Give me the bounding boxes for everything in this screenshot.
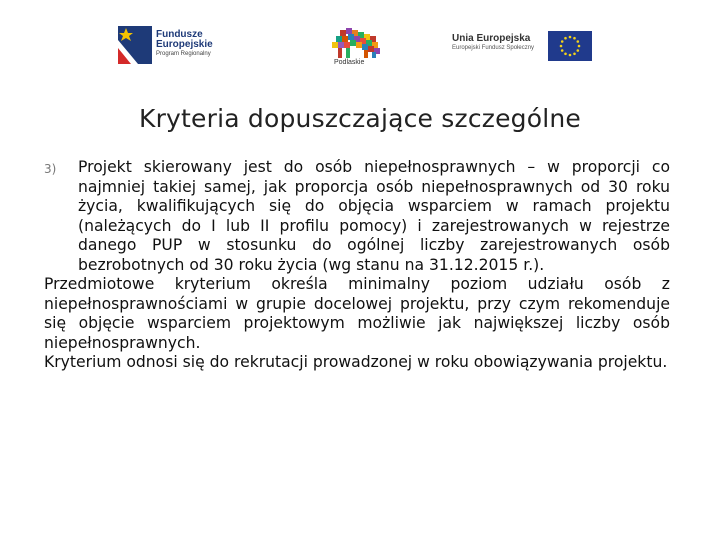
fundusze-logo-line2: Europejskie (156, 39, 213, 50)
fundusze-logo-line3: Program Regionalny (156, 51, 211, 57)
fundusze-logo-line1: Fundusze (156, 29, 203, 40)
podlaskie-logo-label: Podlaskie (334, 59, 365, 66)
criterion-text: Projekt skierowany jest do osób niepełnosprawnych – w proporcji co najmniej takiej samej, jak proporcja osób niepełnosprawnych od 30 roku życia, kwalifikujących się do objęcia wsparciem w ramach projektu (należących do I lub II profilu pomocy) i zarejestrowanych w rejestrze danego PUP w stosunku do ogólnej liczby zarejestrowanych osób bezrobotnych od 30 roku życia (wg stanu na 31.12.2015 r.). (78, 158, 670, 274)
content-body (44, 158, 670, 373)
bison-icon (330, 26, 386, 60)
unia-logo-line1: Unia Europejska (452, 33, 531, 44)
page-title: Kryteria dopuszczające szczególne (138, 104, 582, 133)
paragraph-1: Przedmiotowe kryterium określa minimalny poziom udziału osób z niepełnosprawnościami w grupie docelowej projektu, przy czym rekomenduje się objęcie wsparciem projektowym możliwie jak największej liczby osób niepełnosprawnych. (44, 275, 670, 352)
fundusze-europejskie-emblem-icon (118, 26, 152, 64)
logo-bar (0, 0, 720, 92)
fundusze-europejskie-logo (118, 26, 228, 68)
unia-logo-line2: Europejski Fundusz Społeczny (452, 45, 535, 51)
criterion-item (44, 158, 670, 275)
unia-europejska-logo (452, 31, 592, 63)
eu-flag-icon (548, 31, 592, 61)
podlaskie-logo (326, 26, 390, 70)
paragraph-2: Kryterium odnosi się do rekrutacji prowadzonej w roku obowiązywania projektu. (44, 353, 668, 371)
criterion-number: 3) (44, 162, 57, 176)
